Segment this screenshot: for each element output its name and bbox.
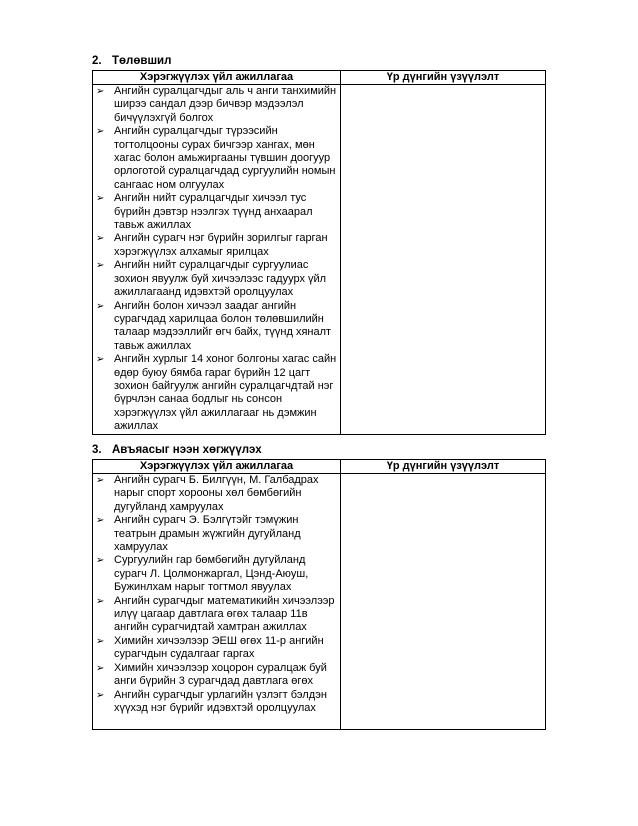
result-cell <box>341 474 546 730</box>
arrow-bullet-icon: ➢ <box>96 555 105 567</box>
list-item-text: Ангийн сурагчдыг урлагийн үзлэгт бэлдэн хүүхэд нэг бүрийг идэвхтэй оролцуулах <box>114 688 327 714</box>
list-item-text: Ангийн хурлыг 14 хоног болгоны хагас сайн өдөр буюу бямба гараг бүрийн 12 цагт зохион байгуулж ангийн суралцагчдтай нэг бүрчлэн санаа бодлыг нь сонсон хэрэгжүүлэх үйл ажиллагааг нь дэмжин ажиллах <box>114 353 337 433</box>
list-item <box>93 232 340 259</box>
list-item <box>93 514 340 554</box>
section-2-title-text: Төлөвшил <box>112 55 172 67</box>
list-item <box>93 125 340 192</box>
list-item <box>93 474 340 514</box>
arrow-bullet-icon: ➢ <box>96 300 105 312</box>
section-3-table <box>92 459 546 730</box>
list-item <box>93 300 340 354</box>
arrow-bullet-icon: ➢ <box>96 193 105 205</box>
list-item-text: Химийн хичээлээр хоцорон суралцаж буй анги бүрийн 3 сурагчдад давтлага өгөх <box>114 661 327 688</box>
list-item-text: Ангийн нийт суралцагчдыг сургуулиас зохион явуулж буй хичээлээс гадуурх үйл ажиллагаанд идэвхтэй оролцуулах <box>114 259 327 299</box>
list-item-text: Сургуулийн гар бөмбөгийн дугуйланд сурагч Л. Цолмонжаргал, Цэнд-Аюуш, Бужинлхам нарыг тогтмол явуулах <box>114 554 309 594</box>
list-item-text: Ангийн сурагч Б. Билгүүн, М. Галбадрах нарыг спорт хорооны хөл бөмбөгийн дугуйланд хамруулах <box>114 474 319 513</box>
activity-cell <box>93 474 341 730</box>
list-item-text: Ангийн болон хичээл заадаг ангийн сурагчдад харилцаа болон төлөвшилийн талаар мэдээллийг өгч байх, түүнд хяналт тавьж ажиллах <box>114 299 332 352</box>
section-2-title <box>92 55 171 67</box>
list-item <box>93 662 340 689</box>
arrow-bullet-icon: ➢ <box>96 662 105 674</box>
list-item <box>93 353 340 433</box>
column-header-activity: Хэрэгжүүлэх үйл ажиллагаа <box>93 460 341 474</box>
list-item <box>93 635 340 662</box>
section-2-table <box>92 70 546 435</box>
activity-list <box>93 474 340 715</box>
column-header-result: Үр дүнгийн үзүүлэлт <box>341 71 546 85</box>
list-item-text: Ангийн суралцагчдыг аль ч анги танхимийн ширээ сандал дээр бичвэр мэдээлэл бичүүлэхгүй болгох <box>114 85 337 124</box>
arrow-bullet-icon: ➢ <box>96 354 105 366</box>
arrow-bullet-icon: ➢ <box>96 260 105 272</box>
column-header-activity: Хэрэгжүүлэх үйл ажиллагаа <box>93 71 341 85</box>
list-item <box>93 554 340 594</box>
arrow-bullet-icon: ➢ <box>96 595 105 607</box>
section-3-title <box>92 444 262 456</box>
activity-cell <box>93 85 341 435</box>
arrow-bullet-icon: ➢ <box>96 233 105 245</box>
arrow-bullet-icon: ➢ <box>96 475 105 486</box>
list-item-text: Ангийн сурагч нэг бүрийн зорилгыг гарган хэрэгжүүлэх алхамыг ярилцах <box>114 232 328 258</box>
list-item-text: Ангийн суралцагчдыг түрээсийн тогтолцооны сурах бичгээр хангах, мөн хагас болон амьжиргааны түвшин доогуур орлоготой суралцагчдад сургуулийн номын сангаас ном олгуулах <box>114 125 336 191</box>
section-2-number: 2. <box>92 55 102 67</box>
column-header-result: Үр дүнгийн үзүүлэлт <box>341 460 546 474</box>
list-item-text: Ангийн сурагч Э. Бэлгүтэйг тэмүжин театрын драмын жүжгийн дугуйланд хамруулах <box>114 514 301 554</box>
list-item <box>93 192 340 232</box>
list-item <box>93 85 340 125</box>
arrow-bullet-icon: ➢ <box>96 635 105 647</box>
section-3-title-text: Авъяасыг нээн хөгжүүлэх <box>112 444 262 456</box>
arrow-bullet-icon: ➢ <box>96 689 105 701</box>
table-row <box>93 85 546 435</box>
list-item <box>93 689 340 716</box>
section-3-number: 3. <box>92 444 102 456</box>
table-header-row <box>93 460 546 474</box>
list-item-text: Ангийн сурагчдыг математикийн хичээлээр илүү цагаар давтлага өгөх талаар 11в ангийн сурагчидтай хамтран ажиллах <box>114 594 335 634</box>
list-item-text: Химийн хичээлээр ЭЕШ өгөх 11-р ангийн сурагчдын судалгааг гаргах <box>114 634 324 661</box>
arrow-bullet-icon: ➢ <box>96 86 105 97</box>
table-row <box>93 474 546 730</box>
arrow-bullet-icon: ➢ <box>96 515 105 527</box>
list-item <box>93 259 340 299</box>
activity-list <box>93 85 340 434</box>
result-cell <box>341 85 546 435</box>
arrow-bullet-icon: ➢ <box>96 126 105 138</box>
list-item <box>93 595 340 635</box>
list-item-text: Ангийн нийт суралцагчдыг хичээл тус бүрийн дэвтэр нээлгэх түүнд анхаарал тавьж ажиллах <box>114 192 313 232</box>
table-header-row <box>93 71 546 85</box>
